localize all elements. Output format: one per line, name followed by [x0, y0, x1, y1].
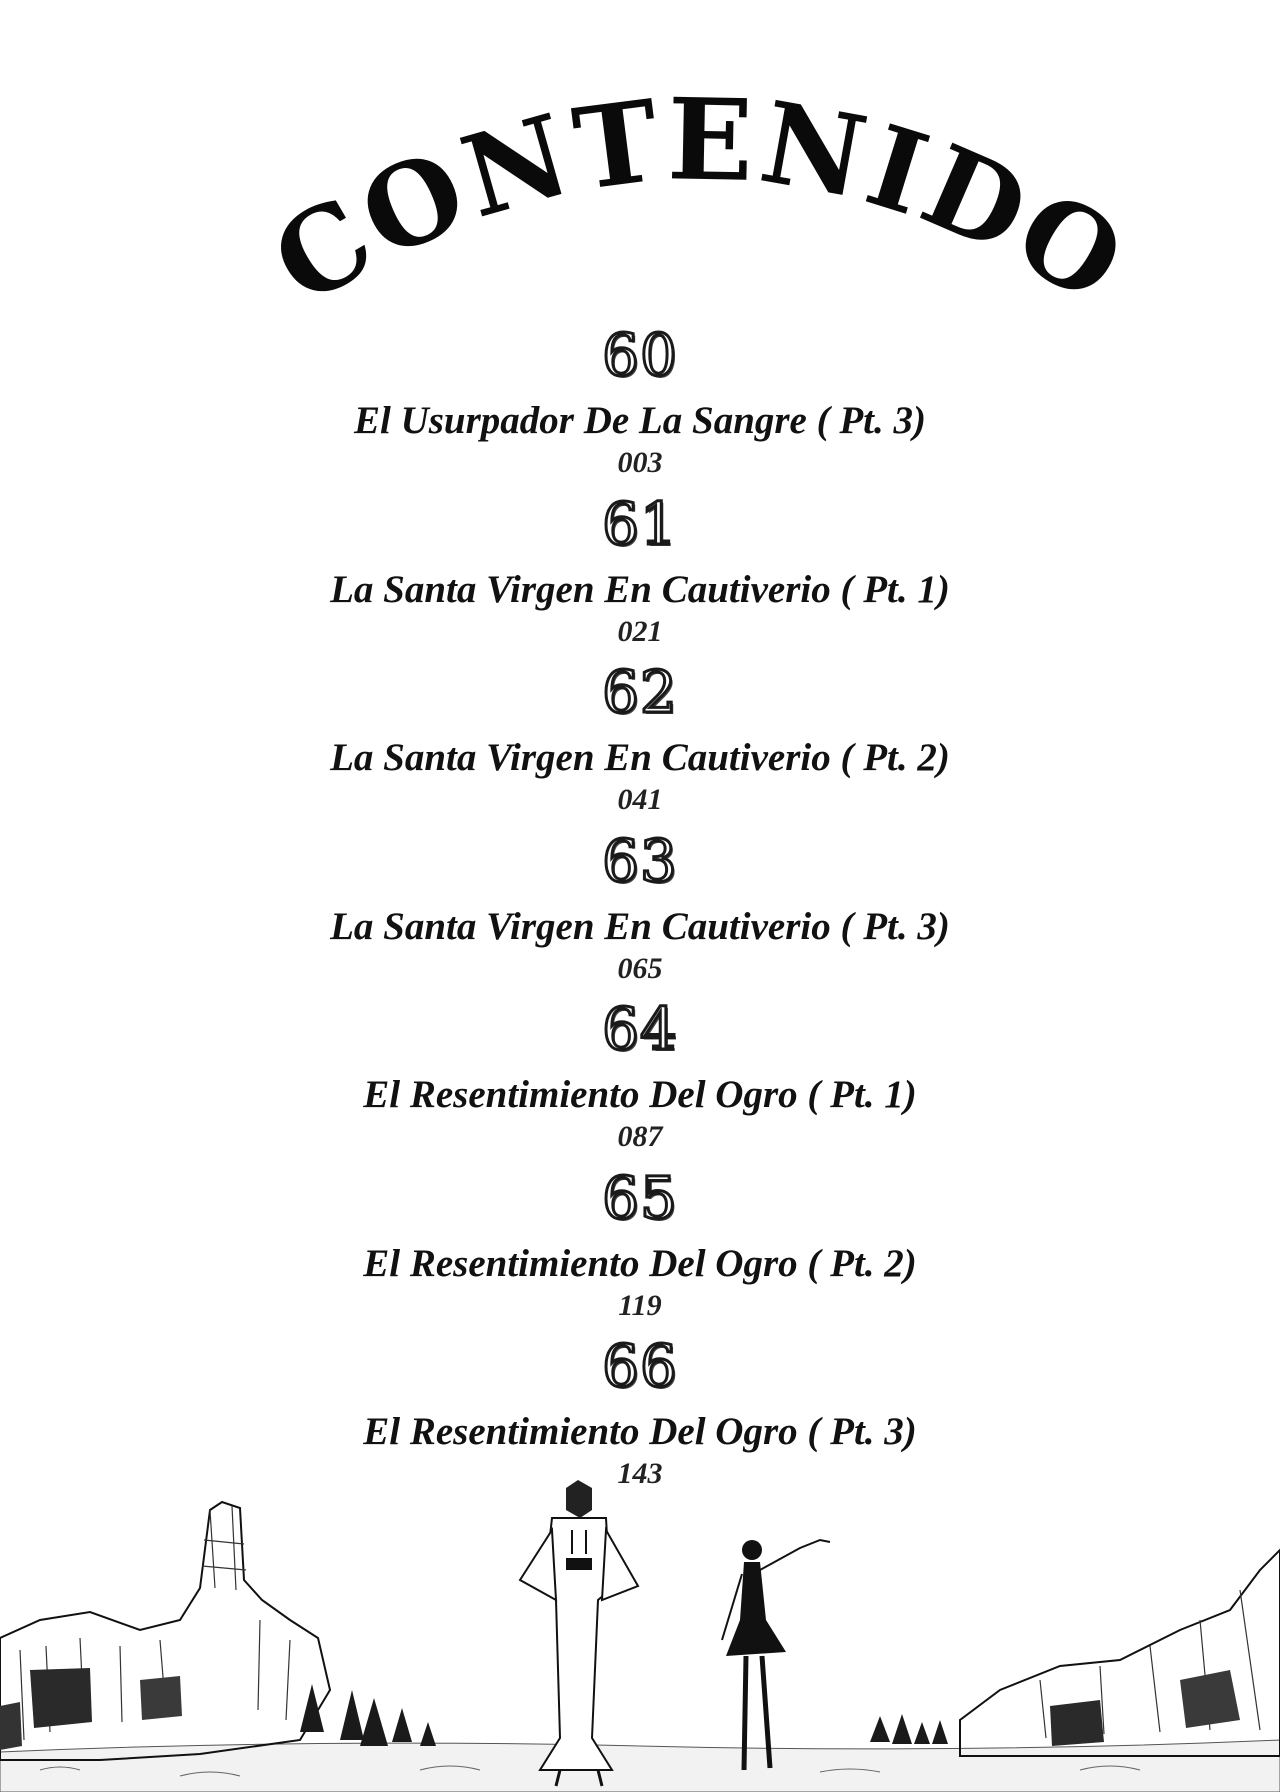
contents-heading-text — [252, 74, 1148, 330]
chapter-entry[interactable] — [0, 321, 1280, 494]
chapter-number: 65 — [602, 1163, 678, 1232]
chapter-page-number: 003 — [617, 446, 663, 479]
contents-heading-path: CONTENIDO — [251, 74, 1149, 330]
chapter-page-number: 021 — [617, 614, 663, 648]
chapter-entry[interactable] — [0, 658, 1280, 831]
chapter-title: La Santa Virgen En Cautiverio ( Pt. 2) — [330, 736, 950, 779]
chapter-number: 61 — [602, 489, 678, 558]
pine-trees — [300, 1684, 436, 1746]
chapter-entry[interactable] — [0, 995, 1280, 1168]
chapter-number: 66 — [602, 1332, 678, 1400]
chapter-entry[interactable] — [0, 489, 1280, 663]
chapter-page-number: 041 — [617, 783, 663, 816]
hooded-figure — [520, 1480, 638, 1786]
chapter-page-number: 143 — [617, 1457, 663, 1490]
contents-heading — [0, 0, 1280, 330]
chapter-entry[interactable] — [0, 1163, 1280, 1337]
chapter-number: 62 — [602, 658, 678, 726]
ground — [0, 1740, 1280, 1792]
chapter-number: 63 — [602, 826, 678, 895]
chapter-page-number: 119 — [618, 1288, 662, 1322]
chapter-page-number: 087 — [617, 1120, 663, 1153]
chapter-number: 64 — [602, 995, 678, 1063]
chapter-title: El Usurpador De La Sangre ( Pt. 3) — [353, 399, 927, 442]
right-rock-formation — [960, 1550, 1280, 1756]
chapter-title: La Santa Virgen En Cautiverio ( Pt. 1) — [330, 567, 950, 611]
chapter-title: La Santa Virgen En Cautiverio ( Pt. 3) — [330, 904, 950, 948]
girl-figure — [722, 1540, 830, 1770]
pine-trees-right — [870, 1714, 948, 1744]
chapter-page-number: 065 — [617, 951, 663, 985]
left-rock-formation — [0, 1502, 330, 1760]
landscape-illustration — [0, 1470, 1280, 1792]
chapter-title: El Resentimiento Del Ogro ( Pt. 1) — [363, 1073, 917, 1116]
chapter-title: El Resentimiento Del Ogro ( Pt. 3) — [363, 1410, 917, 1453]
chapter-entry[interactable] — [0, 826, 1280, 1000]
chapter-number: 60 — [602, 321, 678, 389]
chapter-title: El Resentimiento Del Ogro ( Pt. 2) — [363, 1241, 917, 1285]
chapter-list — [0, 321, 1280, 1505]
